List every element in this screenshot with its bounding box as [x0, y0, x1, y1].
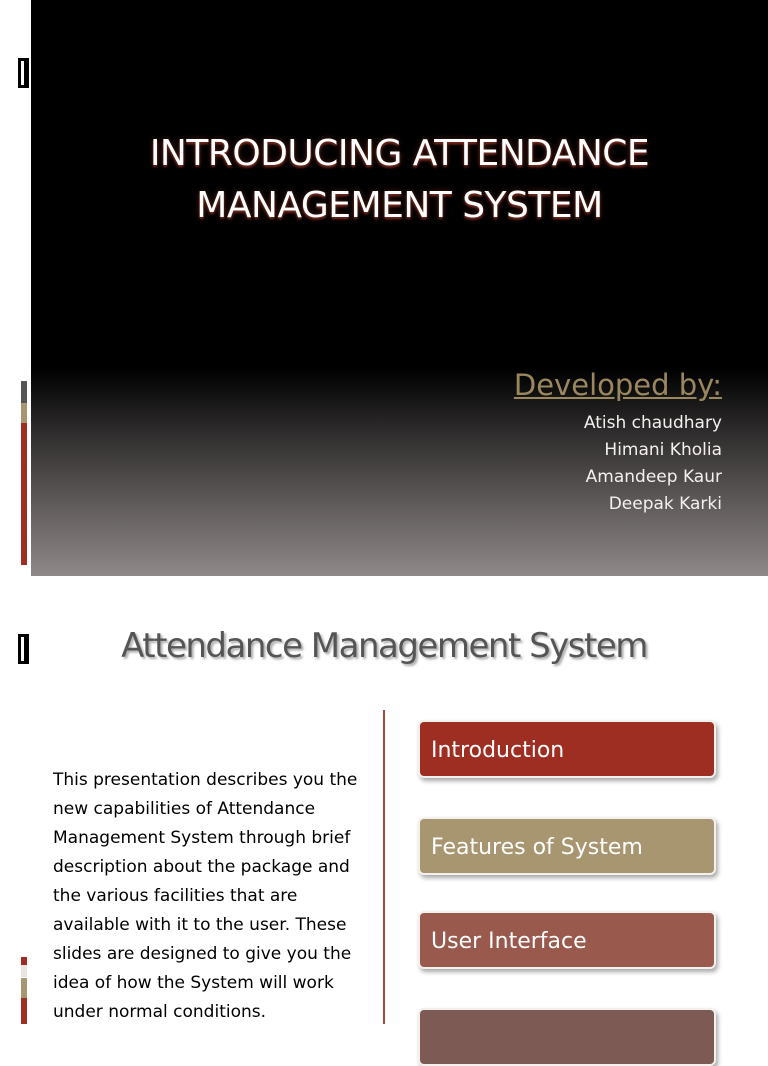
menu-button[interactable] — [418, 1008, 716, 1066]
author-name: Deepak Karki — [608, 494, 722, 514]
decor-bar — [21, 403, 27, 423]
title-slide — [31, 0, 768, 576]
slide1-margin — [0, 0, 31, 576]
author-name: Atish chaudhary — [583, 413, 722, 433]
developed-by-label: Developed by: — [513, 368, 722, 402]
decor-bar — [21, 423, 27, 565]
title-line-2: MANAGEMENT SYSTEM — [196, 185, 603, 226]
overview-slide — [0, 576, 768, 1024]
features-button[interactable]: Features of System — [418, 817, 716, 875]
author-name: Himani Kholia — [604, 440, 722, 460]
decor-bar — [21, 965, 27, 977]
decor-bar — [21, 381, 27, 403]
decor-bar — [21, 957, 27, 965]
slide-title: Attendance Management System — [121, 626, 647, 666]
introduction-button[interactable]: Introduction — [418, 720, 716, 778]
author-list — [584, 410, 722, 518]
author-name: Amandeep Kaur — [585, 467, 722, 487]
user-interface-button[interactable]: User Interface — [418, 911, 716, 969]
slide-title — [31, 128, 768, 232]
divider — [383, 710, 385, 1024]
decor-bar — [21, 978, 27, 998]
decor-bar — [21, 998, 27, 1024]
slide-marker-icon — [18, 58, 29, 88]
title-line-1: INTRODUCING ATTENDANCE — [149, 133, 650, 174]
description-text: This presentation describes you the new capabilities of Attendance Management System through brief description about the package and the various facilities that are available with it to the user. These slides are designed to give you the idea of how the System will work under normal conditions. — [53, 770, 358, 1022]
